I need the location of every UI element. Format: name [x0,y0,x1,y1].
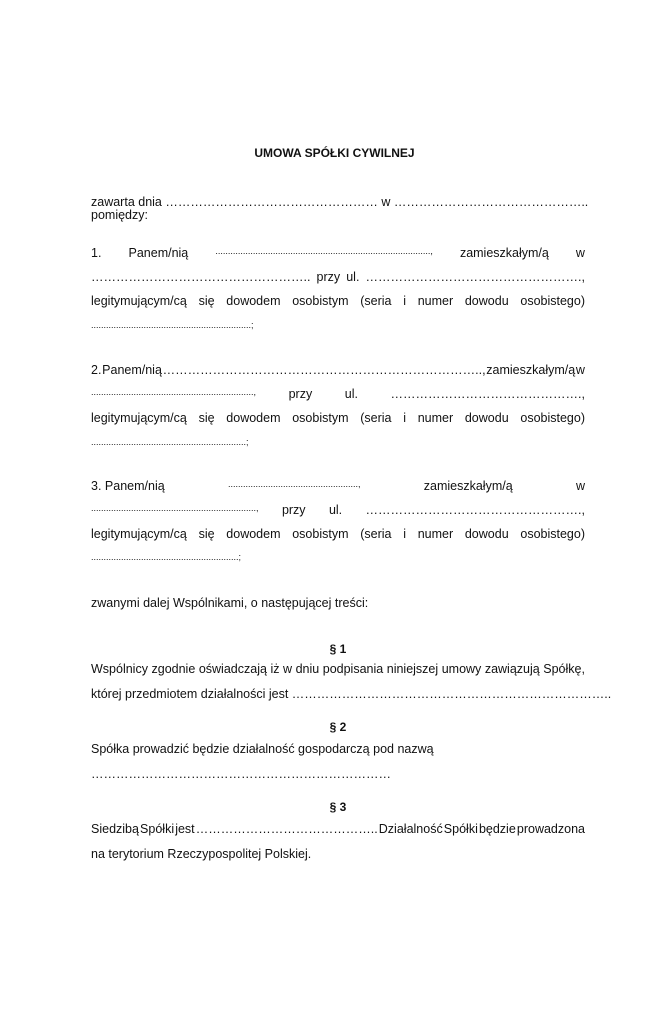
party2-street-blank: ………………………………………., [390,387,585,401]
section1-word: w [283,662,293,676]
document-title: UMOWA SPÓŁKI CYWILNEJ [254,146,415,160]
section1-heading: § 1 [329,642,347,656]
party2-line1 [91,363,585,377]
party3-word: i [403,527,406,541]
section1-word: podpisania [322,662,384,676]
section1-word: umowy [441,662,482,676]
named-partners: zwanymi dalej Wspólnikami, o następującej treści: [91,596,369,610]
section1-word: dniu [295,662,320,676]
party3-line3 [91,527,585,541]
party2-mr-mrs: Panem/nią [102,363,162,377]
party1-word: osobistym [292,294,349,308]
party3-number: 3. [91,479,102,493]
party2-residing: zamieszkałym/ą [486,363,576,377]
party2-city-blank: ................................................................., [91,387,257,397]
section2-line1: Spółka prowadzić będzie działalność gospodarczą pod nazwą [91,742,434,756]
party2-number: 2. [91,363,102,377]
party3-word: numer [417,527,454,541]
party1-line2 [91,270,585,284]
party2-word: osobistym [292,411,349,425]
party1-in: w [575,246,585,260]
party2-line2 [91,387,585,401]
party1-mr-mrs: Panem/nią [128,246,189,260]
party1-name-blank: ......................................................................................, [215,246,433,256]
section1-line1 [91,662,585,676]
party3-line1 [91,479,585,493]
party2-word: numer [417,411,454,425]
section3-word: Spółki [140,822,175,836]
section3-seat-blank: …………………………………….. [195,822,378,836]
section3-line2: na terytorium Rzeczypospolitej Polskiej. [91,847,312,861]
section3-word: będzie [478,822,516,836]
party2-street: ul. [344,387,358,401]
section3-word: prowadzona [516,822,585,836]
section1-word: zawiązują [484,662,540,676]
intro-between: pomiędzy: [91,208,148,222]
party1-number: 1. [91,246,102,260]
party3-in: w [575,479,585,493]
party3-word: osobistym [292,527,349,541]
section2-heading: § 2 [329,720,347,734]
party3-word: legitymującym/cą [91,527,187,541]
section3-word: jest [175,822,195,836]
party2-word: dowodu [464,411,509,425]
party3-city-blank: .................................................................., [91,503,259,513]
party2-at: przy [288,387,313,401]
section3-word: Spółki [443,822,478,836]
party1-line1 [91,246,585,260]
party3-label [91,479,165,493]
party2-word: legitymującym/cą [91,411,187,425]
party1-word: osobistego) [520,294,585,308]
section1-word: Spółkę, [543,662,585,676]
party2-line3 [91,411,585,425]
party1-residing: zamieszkałym/ą [459,246,549,260]
party2-word: osobistego) [520,411,585,425]
section1-word: iż [270,662,280,676]
party3-word: się [198,527,215,541]
party1-word: dowodu [464,294,509,308]
section3-line1 [91,822,585,836]
party3-word: dowodu [464,527,509,541]
party2-name-blank: ………………………………………………………………….., [162,363,486,377]
intro-date-place: zawarta dnia …………………………………………… w ……………………………………….. [91,195,589,209]
party3-street-blank: ……………………………………………., [365,503,585,517]
party1-word: numer [417,294,454,308]
section3-heading: § 3 [329,800,347,814]
section1-word: niniejszej [386,662,439,676]
party3-mr-mrs: Panem/nią [104,479,165,493]
party2-word: i [403,411,406,425]
party3-word: osobistego) [520,527,585,541]
party1-word: (seria [360,294,392,308]
section1-word: zgodnie [151,662,196,676]
party1-word: i [403,294,406,308]
party2-id-blank: ..............................................................; [91,437,249,447]
party1-word: dowodem [226,294,281,308]
section3-word: Działalność [378,822,443,836]
section1-line2: której przedmiotem działalności jest ………………………………………………………………….. [91,687,612,701]
party3-name-blank: ...................................................., [227,479,361,489]
party1-word: legitymującym/cą [91,294,187,308]
party1-word: się [198,294,215,308]
party3-id-blank: ...........................................................; [91,552,242,562]
party3-line2 [91,503,585,517]
section1-word: oświadczają [198,662,267,676]
party1-street-blank: ……………………………………………., [365,270,585,284]
party1-line3 [91,294,585,308]
section1-word: Wspólnicy [91,662,148,676]
party1-street: ul. [346,270,360,284]
party3-at: przy [281,503,306,517]
party3-residing: zamieszkałym/ą [423,479,513,493]
party1-id-blank: ................................................................; [91,320,254,330]
party2-word: (seria [360,411,392,425]
section2-name-blank: ……………………………………………………………… [91,767,391,781]
party2-word: dowodem [226,411,281,425]
section3-word: Siedzibą [91,822,139,836]
party1-at: przy [316,270,341,284]
party3-word: (seria [360,527,392,541]
party3-street: ul. [328,503,343,517]
party2-word: się [198,411,215,425]
party1-city-blank: …………………………………………….. [91,270,311,284]
party3-word: dowodem [226,527,281,541]
party2-in: w [575,363,585,377]
